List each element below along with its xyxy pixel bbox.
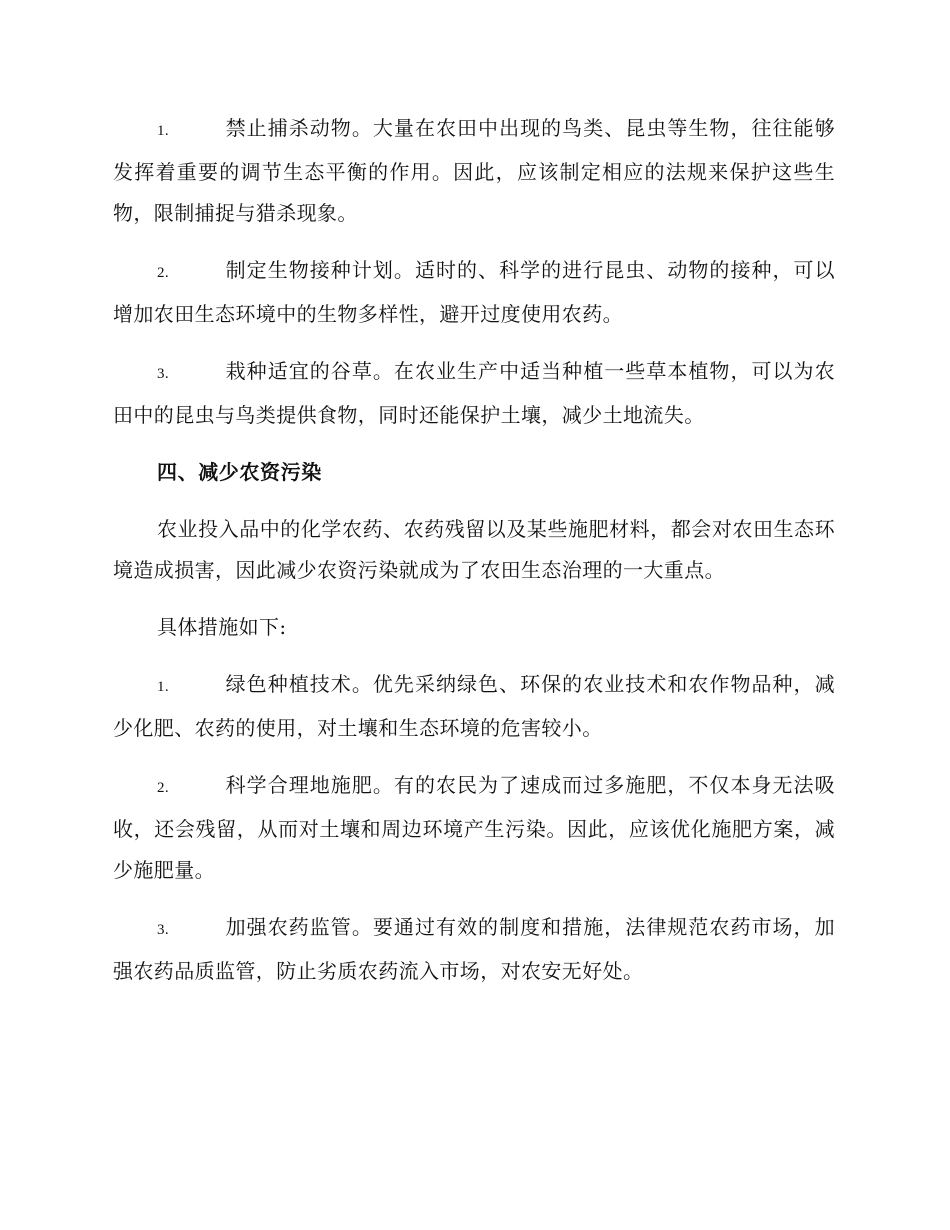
- list-item: [113, 108, 835, 234]
- list-number: 3.: [157, 366, 170, 382]
- list-item: [113, 765, 835, 891]
- list-item: [113, 351, 835, 436]
- section-heading: 四、减少农资污染: [157, 460, 322, 484]
- list-number: 2.: [157, 780, 170, 796]
- measures-label: 具体措施如下:: [157, 615, 287, 639]
- section-intro-paragraph: 农业投入品中的化学农药、农药残留以及某些施肥材料，都会对农田生态环境造成损害，因此减少农资污染就成为了农田生态治理的一大重点。: [113, 517, 835, 582]
- list-item: [113, 664, 835, 749]
- list-number: 3.: [157, 922, 170, 938]
- list-number: 2.: [157, 265, 170, 281]
- list-item: [113, 907, 835, 992]
- list-text: 栽种适宜的谷草。在农业生产中适当种植一些草本植物，可以为农田中的昆虫与鸟类提供食物，同时还能保护土壤，减少土地流失。: [113, 359, 835, 427]
- list-number: 1.: [157, 123, 170, 139]
- list-text: 科学合理地施肥。有的农民为了速成而过多施肥，不仅本身无法吸收，还会残留，从而对土壤和周边环境产生污染。因此，应该优化施肥方案，减少施肥量。: [113, 773, 835, 882]
- list-text: 绿色种植技术。优先采纳绿色、环保的农业技术和农作物品种，减少化肥、农药的使用，对土壤和生态环境的危害较小。: [113, 672, 835, 740]
- list-number: 1.: [157, 679, 170, 695]
- list-text: 制定生物接种计划。适时的、科学的进行昆虫、动物的接种，可以增加农田生态环境中的生物多样性，避开过度使用农药。: [113, 258, 835, 326]
- list-text: 加强农药监管。要通过有效的制度和措施，法律规范农药市场，加强农药品质监管，防止劣质农药流入市场，对农安无好处。: [113, 915, 835, 983]
- document-content: [113, 108, 835, 1008]
- list-text: 禁止捕杀动物。大量在农田中出现的鸟类、昆虫等生物，往往能够发挥着重要的调节生态平衡的作用。因此，应该制定相应的法规来保护这些生物，限制捕捉与猎杀现象。: [113, 116, 835, 225]
- list-item: [113, 250, 835, 335]
